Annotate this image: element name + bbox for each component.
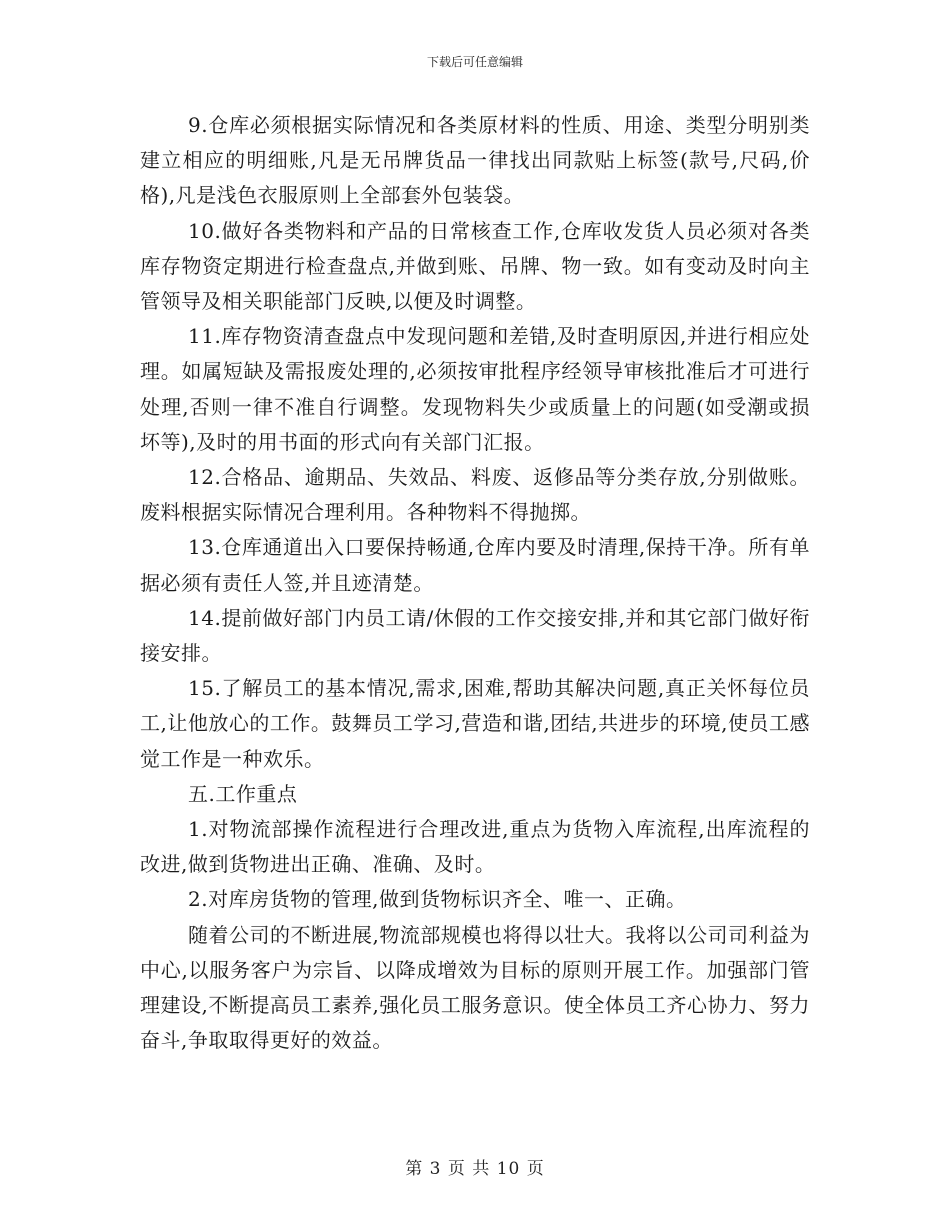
paragraph-item-10: 10.做好各类物料和产品的日常核查工作,仓库收发货人员必须对各类库存物资定期进行检查盘点,并做到账、吊牌、物一致。如有变动及时向主管领导及相关职能部门反映,以便及时调整。 [140, 218, 810, 314]
paragraph-item-12: 12.合格品、逾期品、失效品、料废、返修品等分类存放,分别做账。废料根据实际情况合理利用。各种物料不得抛掷。 [140, 465, 810, 525]
page-header: 下载后可任意编辑 [426, 55, 523, 69]
closing-paragraph: 随着公司的不断进展,物流部规模也将得以壮大。我将以公司司利益为中心,以服务客户为宗旨、以降成增效为目标的原则开展工作。加强部门管理建设,不断提高员工素养,强化员工服务意识。使全体员工齐心协力、努力奋斗,争取取得更好的效益。 [140, 922, 810, 1053]
focus-item-1: 1.对物流部操作流程进行合理改进,重点为货物入库流程,出库流程的改进,做到货物进出正确、准确、及时。 [140, 817, 810, 877]
paragraph-item-11: 11.库存物资清查盘点中发现问题和差错,及时查明原因,并进行相应处理。如属短缺及需报废处理的,必须按审批程序经领导审核批准后才可进行处理,否则一律不准自行调整。发现物料失少或质量上的问题(如受潮或损坏等),及时的用书面的形式向有关部门汇报。 [140, 324, 810, 454]
section-heading: 五.工作重点 [188, 781, 298, 806]
paragraph-item-9: 9.仓库必须根据实际情况和各类原材料的性质、用途、类型分明别类建立相应的明细账,凡是无吊牌货品一律找出同款贴上标签(款号,尺码,价格),凡是浅色衣服原则上全部套外包装袋。 [140, 113, 810, 208]
paragraph-item-14: 14.提前做好部门内员工请/休假的工作交接安排,并和其它部门做好衔接安排。 [140, 605, 810, 666]
document-body [140, 108, 810, 1058]
page-number-footer: 第 3 页 共 10 页 [405, 1159, 545, 1179]
paragraph-item-13: 13.仓库通道出入口要保持畅通,仓库内要及时清理,保持干净。所有单据必须有责任人签,并且迹清楚。 [140, 535, 810, 595]
paragraph-item-15: 15.了解员工的基本情况,需求,困难,帮助其解决问题,真正关怀每位员工,让他放心的工作。鼓舞员工学习,营造和谐,团结,共进步的环境,使员工感觉工作是一种欢乐。 [140, 676, 810, 771]
focus-item-2: 2.对库房货物的管理,做到货物标识齐全、唯一、正确。 [188, 887, 687, 912]
